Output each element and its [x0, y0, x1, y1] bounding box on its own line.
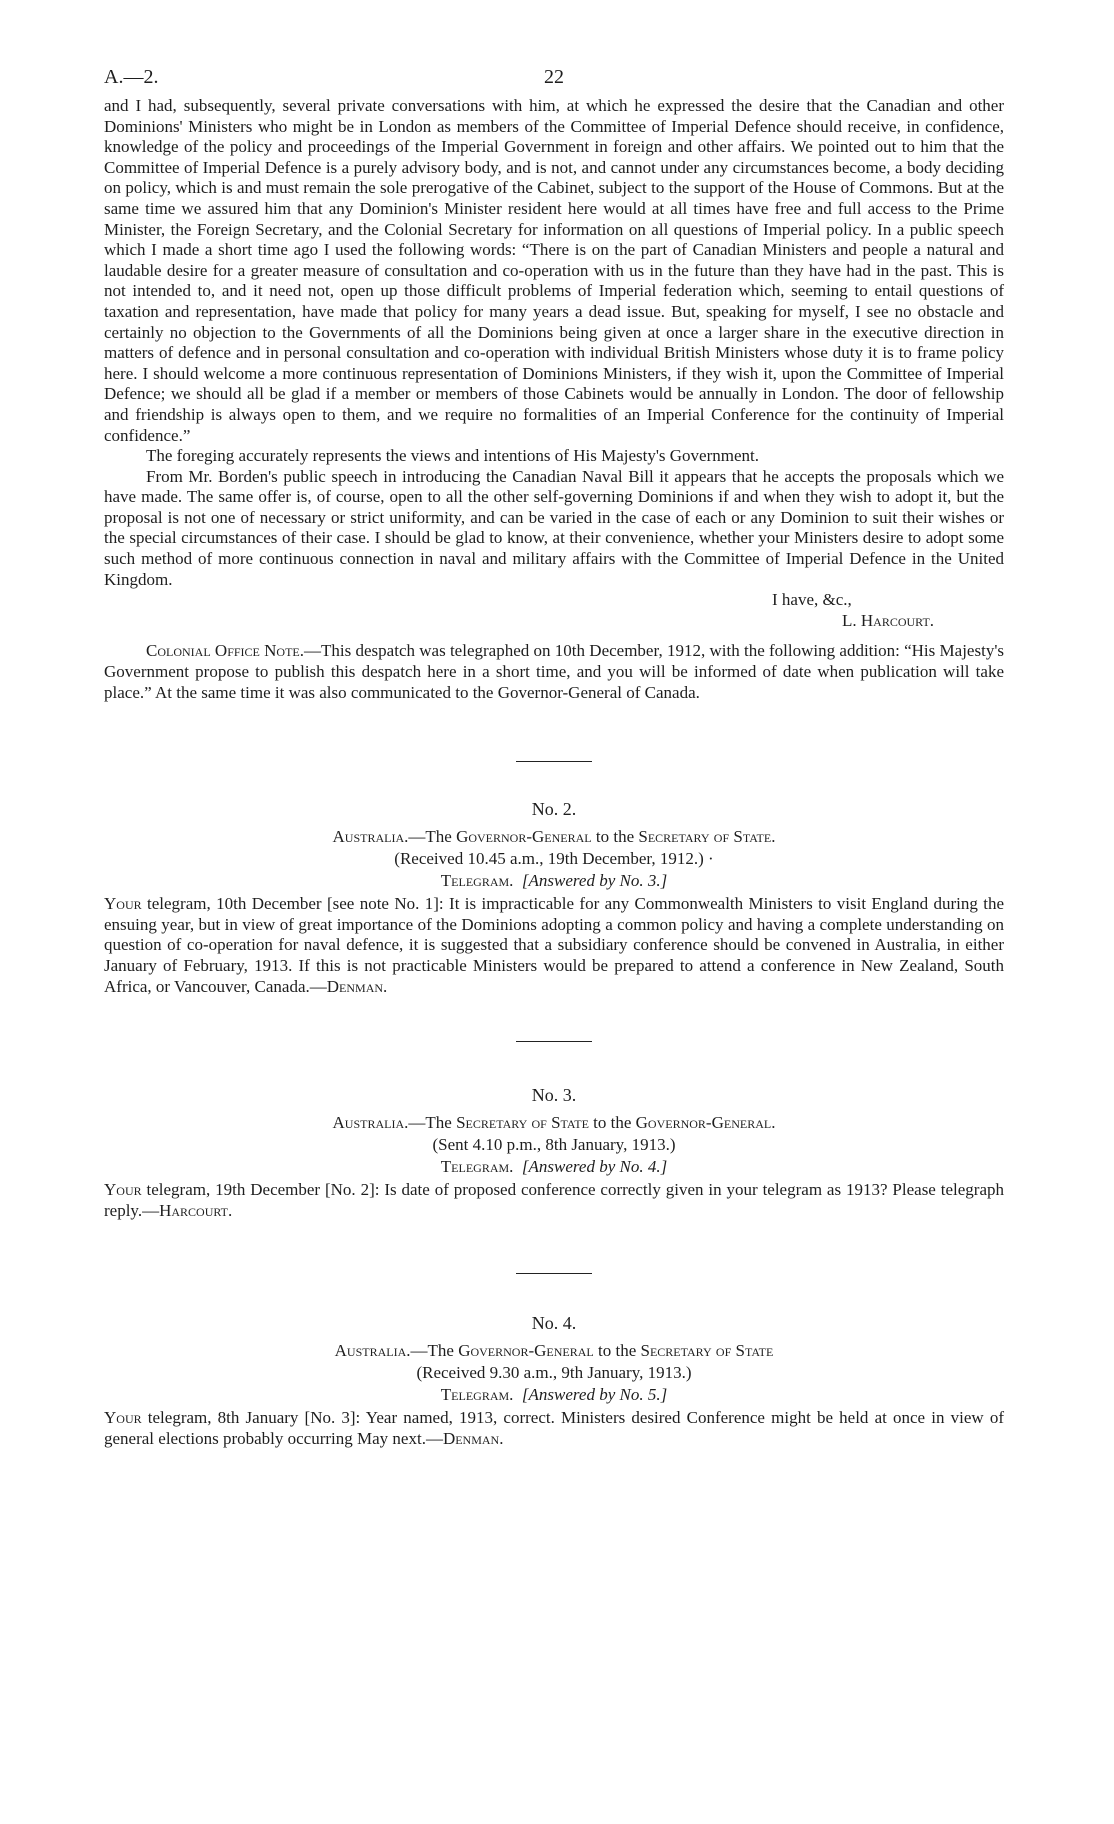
telegram-recipient: Governor-General [635, 1113, 772, 1133]
telegram-heading [104, 1340, 1004, 1362]
telegram-signoff: Denman. [326, 976, 388, 996]
telegram-type-line [104, 1384, 1004, 1406]
section-divider [516, 761, 592, 762]
heading-text: —The [408, 827, 457, 847]
telegram-date: (Sent 4.10 p.m., 8th January, 1913.) [432, 1135, 676, 1155]
page-number: 22 [544, 66, 564, 88]
closing-line: I have, &c., [772, 590, 852, 610]
signature-block [104, 590, 1004, 631]
answered-reference: [Answered by No. 5.] [521, 1385, 668, 1405]
telegram-opening: Your [104, 894, 142, 914]
telegram-text: telegram, 8th January [No. 3]: Year named, 1913, correct. Ministers desired Conference might be held at once in view of general elections probably occurring May next.— [104, 1408, 1004, 1448]
telegram-number: No. 3. [531, 1085, 577, 1106]
document-page [104, 62, 1004, 1450]
telegram-type: Telegram. [440, 1385, 514, 1405]
telegram-sender: Governor-General [456, 827, 592, 847]
telegram-number: No. 4. [531, 1313, 577, 1334]
telegram-text: telegram, 10th December [see note No. 1]: It is impracticable for any Commonwealth Ministers to visit England during the ensuing year, but in view of great importance of the Dominions adopting a common policy and having a complete understanding on question of co-operation for naval defence, it is suggested that a subsidiary conference should be convened in Australia, in either January of February, 1913. If this is not practicable Ministers would be prepared to attend a conference in New Zealand, South Africa, or Vancouver, Canada.— [104, 894, 1004, 996]
note-text: —This despatch was telegraphed on 10th December, 1912, with the following addition: “His Majesty's Government propose to publish this despatch here in a short time, and you will be informed of date when publication will take place.” At the same time it was also communicated to the Governor-General of Canada. [104, 641, 1004, 702]
telegram-sender: Secretary of State [456, 1113, 589, 1133]
telegram-section [104, 1084, 1004, 1221]
telegram-type: Telegram. [440, 1157, 514, 1177]
telegram-signoff: Denman. [442, 1428, 504, 1448]
heading-text: to the [588, 1113, 636, 1133]
telegram-heading [104, 1112, 1004, 1134]
despatch-paragraph: From Mr. Borden's public speech in introducing the Canadian Naval Bill it appears that he accepts the proposals which we have made. The same offer is, of course, open to all the other self-governing Dominions if and when they wish to adopt it, but the proposal is not one of necessary or strict uniformity, and can be varied in the case of each or any Dominion to suit their wishes or the special circumstances of their case. I should be glad to know, at their convenience, whether your Ministers desire to adopt some such method of more continuous connection in naval and military affairs with the Committee of Imperial Defence in the United Kingdom. [104, 466, 1004, 589]
telegram-heading [104, 826, 1004, 848]
telegram-text: telegram, 19th December [No. 2]: Is date of proposed conference correctly given in your telegram as 1913? Please telegraph reply.— [104, 1180, 1004, 1220]
signature: L. Harcourt. [842, 610, 935, 630]
section-divider [516, 1273, 592, 1274]
telegram-date: (Received 9.30 a.m., 9th January, 1913.) [416, 1363, 692, 1383]
telegram-body [104, 1180, 1004, 1221]
telegram-country: Australia. [332, 1113, 409, 1133]
heading-text: —The [408, 1113, 457, 1133]
telegram-country: Australia. [332, 827, 409, 847]
telegram-signoff: Harcourt. [159, 1200, 233, 1220]
telegram-recipient: Secretary of State [638, 827, 772, 847]
telegram-type-line [104, 1156, 1004, 1178]
page-header [104, 62, 1004, 96]
heading-text: . [771, 1113, 776, 1133]
telegram-number: No. 2. [531, 799, 577, 820]
heading-text: to the [593, 1341, 641, 1361]
heading-text: —The [410, 1341, 459, 1361]
heading-text: to the [591, 827, 639, 847]
telegram-body [104, 894, 1004, 997]
answered-reference: [Answered by No. 4.] [521, 1157, 668, 1177]
document-reference: A.—2. [104, 66, 159, 88]
telegram-recipient: Secretary of State [640, 1341, 774, 1361]
heading-text: . [771, 827, 776, 847]
telegram-sender: Governor-General [458, 1341, 594, 1361]
telegram-type-line [104, 870, 1004, 892]
telegram-body [104, 1408, 1004, 1449]
telegram-opening: Your [104, 1408, 142, 1428]
despatch-paragraph: The foreging accurately represents the views and intentions of His Majesty's Government. [146, 446, 759, 466]
telegram-section [104, 798, 1004, 997]
telegram-country: Australia. [334, 1341, 411, 1361]
telegram-date: (Received 10.45 a.m., 19th December, 1912.) · [394, 849, 714, 869]
telegram-section [104, 1312, 1004, 1449]
despatch-paragraph: and I had, subsequently, several private conversations with him, at which he expressed the desire that the Canadian and other Dominions' Ministers who might be in London as members of the Committee of Imperial Defence should receive, in confidence, knowledge of the policy and proceedings of the Imperial Government in foreign and other affairs. We pointed out to him that the Committee of Imperial Defence is a purely advisory body, and is not, and cannot under any circumstances become, a body deciding on policy, which is and must remain the sole prerogative of the Cabinet, subject to the support of the House of Commons. But at the same time we assured him that any Dominion's Minister resident here would at all times have free and full access to the Prime Minister, the Foreign Secretary, and the Colonial Secretary for information on all questions of Imperial policy. In a public speech which I made a short time ago I used the following words: “There is on the part of Canadian Ministers and people a natural and laudable desire for a greater measure of consultation and co-operation with us in the future than they have had in the past. This is not intended to, and it need not, open up those difficult problems of Imperial federation which, seeming to entail questions of taxation and representation, have made that policy for many years a dead issue. But, speaking for myself, I see no obstacle and certainly no objection to the Governments of all the Dominions being given at once a larger share in the executive direction in matters of defence and in personal consultation and co-operation with individual British Ministers whose duty it is to frame policy here. I should welcome a more continuous representation of Dominions Ministers, if they wish it, upon the Committee of Imperial Defence; we should all be glad if a member or members of those Cabinets would be annually in London. The door of fellowship and friendship is always open to them, and we require no formalities of an Imperial Conference for the continuity of Imperial confidence.” [104, 96, 1004, 445]
note-label: Colonial Office Note. [146, 641, 305, 661]
answered-reference: [Answered by No. 3.] [521, 871, 668, 891]
colonial-office-note [104, 641, 1004, 703]
telegram-type: Telegram. [440, 871, 514, 891]
section-divider [516, 1041, 592, 1042]
telegram-opening: Your [104, 1180, 142, 1200]
